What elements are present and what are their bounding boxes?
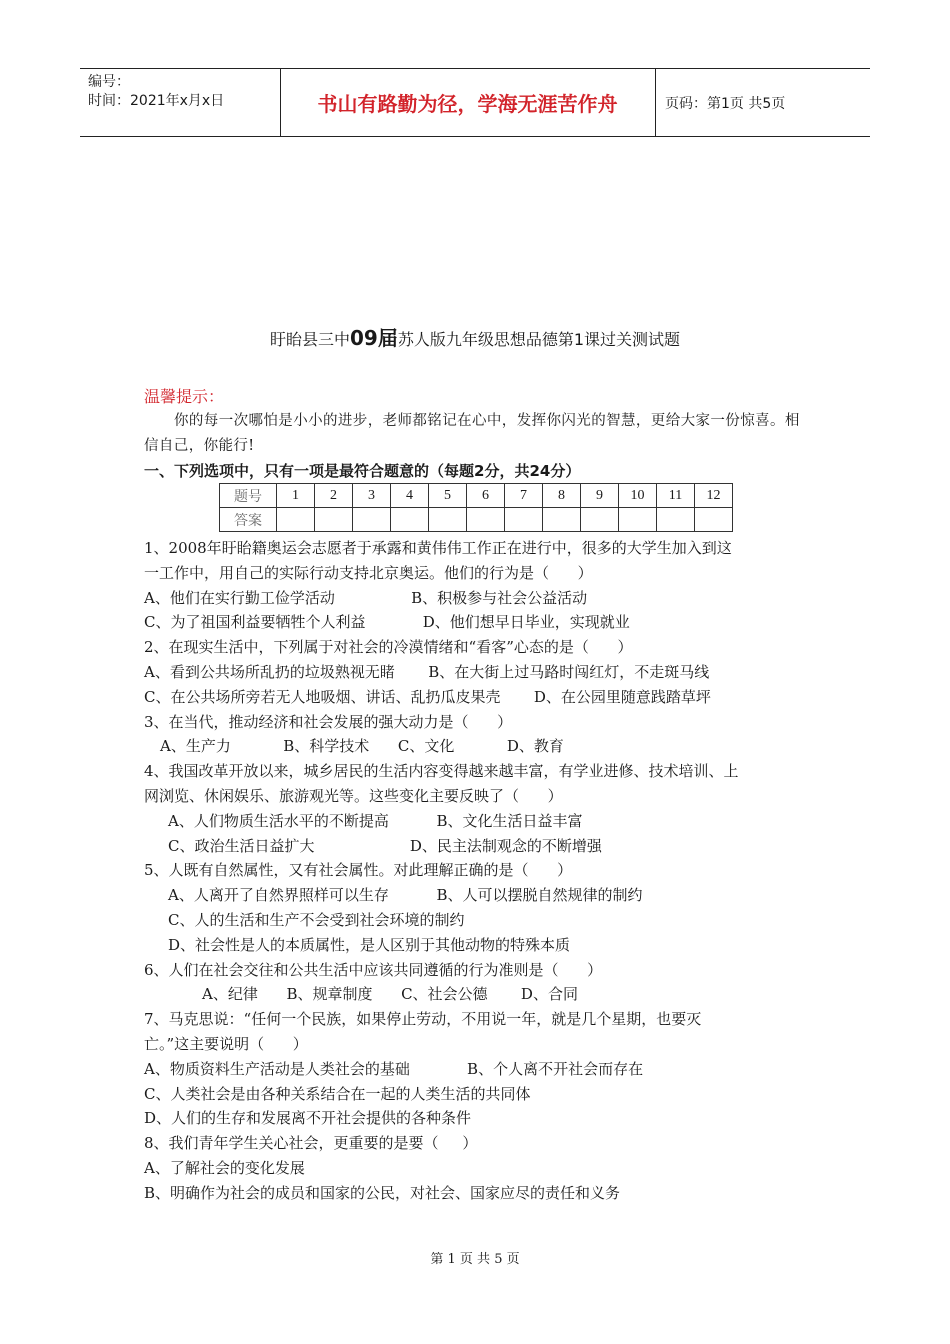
tip-label: 温馨提示：	[144, 387, 225, 406]
question-number-cell: 12	[695, 484, 733, 508]
answer-table-row-label: 题号	[220, 484, 277, 508]
answer-input-cell[interactable]	[619, 508, 657, 532]
question-line: A、人离开了自然界照样可以生存 B、人可以摆脱自然规律的制约	[168, 886, 643, 905]
header-meta	[88, 73, 224, 111]
header-page-info: 页码：第1页 共5页	[665, 95, 786, 112]
question-number-cell: 7	[505, 484, 543, 508]
question-number-cell: 8	[543, 484, 581, 508]
section-title: 一、下列选项中，只有一项是最符合题意的（每题2分，共24分）	[144, 462, 581, 480]
answer-input-cell[interactable]	[429, 508, 467, 532]
question-line: 3、在当代，推动经济和社会发展的强大动力是（ ）	[144, 712, 513, 731]
question-number-cell: 6	[467, 484, 505, 508]
question-number-cell: 1	[277, 484, 315, 508]
question-number-cell: 9	[581, 484, 619, 508]
question-line: C、在公共场所旁若无人地吸烟、讲话、乱扔瓜皮果壳 D、在公园里随意践踏草坪	[144, 687, 711, 706]
question-line: 一工作中，用自己的实际行动支持北京奥运。他们的行为是（ ）	[144, 563, 593, 582]
question-line: 1、2008年盱眙籍奥运会志愿者于承露和黄伟伟工作正在进行中，很多的大学生加入到这	[144, 539, 732, 557]
question-line: 6、人们在社会交往和公共生活中应该共同遵循的行为准则是（ ）	[144, 960, 603, 979]
time-label: 时间：2021年x月x日	[88, 93, 225, 109]
header-motto: 书山有路勤为径，学海无涯苦作舟	[317, 92, 618, 116]
answer-input-cell[interactable]	[391, 508, 429, 532]
question-line: A、纪律 B、规章制度 C、社会公德 D、合同	[202, 985, 578, 1004]
question-line: A、人们物质生活水平的不断提高 B、文化生活日益丰富	[168, 811, 583, 830]
tip-text: 你的每一次哪怕是小小的进步，老师都铭记在心中，发挥你闪光的智慧，更给大家一份惊喜。相信自己，你能行!	[144, 413, 800, 454]
code-label: 编号：	[88, 74, 130, 90]
question-line: A、了解社会的变化发展	[144, 1158, 305, 1177]
answer-input-cell[interactable]	[695, 508, 733, 532]
answer-input-cell[interactable]	[277, 508, 315, 532]
question-line: D、社会性是人的本质属性，是人区别于其他动物的特殊本质	[168, 935, 571, 954]
question-line: D、人们的生存和发展离不开社会提供的各种条件	[144, 1109, 472, 1128]
question-number-cell: 2	[315, 484, 353, 508]
question-line: C、为了祖国利益要牺牲个人利益 D、他们想早日毕业，实现就业	[144, 613, 630, 632]
page-footer: 第 1 页 共 5 页	[430, 1252, 520, 1267]
title-bold: 09届	[349, 326, 398, 350]
answer-table	[219, 483, 733, 532]
question-line: A、生产力 B、科学技术 C、文化 D、教育	[160, 737, 564, 756]
title-suffix: 苏人版九年级思想品德第1课过关测试题	[397, 330, 681, 349]
question-line: 8、我们青年学生关心社会，更重要的是要（ ）	[144, 1134, 478, 1153]
question-line: C、人类社会是由各种关系结合在一起的人类生活的共同体	[144, 1084, 531, 1103]
page-title	[0, 322, 950, 351]
answer-input-cell[interactable]	[353, 508, 391, 532]
title-prefix: 盱眙县三中	[269, 330, 350, 349]
question-line: C、人的生活和生产不会受到社会环境的制约	[168, 910, 465, 929]
question-line: 亡。”这主要说明（ ）	[144, 1034, 308, 1053]
question-number-cell: 3	[353, 484, 391, 508]
answer-table-row-label: 答案	[220, 508, 277, 532]
answer-table-number-row	[220, 484, 733, 508]
header-divider	[655, 69, 656, 136]
answer-input-cell[interactable]	[467, 508, 505, 532]
answer-input-cell[interactable]	[581, 508, 619, 532]
question-body	[144, 536, 824, 1206]
question-line: C、政治生活日益扩大 D、民主法制观念的不断增强	[168, 836, 602, 855]
question-line: 网浏览、休闲娱乐、旅游观光等。这些变化主要反映了（ ）	[144, 786, 563, 805]
answer-input-cell[interactable]	[657, 508, 695, 532]
question-line: B、明确作为社会的成员和国家的公民，对社会、国家应尽的责任和义务	[144, 1183, 621, 1202]
answer-input-cell[interactable]	[505, 508, 543, 532]
page-header	[80, 68, 870, 137]
question-line: 2、在现实生活中，下列属于对社会的冷漠情绪和“看客”心态的是（ ）	[144, 638, 633, 657]
question-line: 4、我国改革开放以来，城乡居民的生活内容变得越来越丰富，有学业进修、技术培训、上	[144, 762, 739, 781]
answer-input-cell[interactable]	[543, 508, 581, 532]
answer-table-answer-row	[220, 508, 733, 532]
question-number-cell: 10	[619, 484, 657, 508]
answer-input-cell[interactable]	[315, 508, 353, 532]
question-line: 7、马克思说：“任何一个民族，如果停止劳动，不用说一年，就是几个星期，也要灭	[144, 1010, 702, 1029]
question-number-cell: 11	[657, 484, 695, 508]
question-number-cell: 5	[429, 484, 467, 508]
question-number-cell: 4	[391, 484, 429, 508]
question-line: A、物质资料生产活动是人类社会的基础 B、个人离不开社会而存在	[144, 1059, 644, 1078]
question-line: A、他们在实行勤工俭学活动 B、积极参与社会公益活动	[144, 588, 588, 607]
question-line: 5、人既有自然属性，又有社会属性。对此理解正确的是（ ）	[144, 861, 573, 880]
question-line: A、看到公共场所乱扔的垃圾熟视无睹 B、在大街上过马路时闯红灯，不走斑马线	[144, 662, 710, 681]
